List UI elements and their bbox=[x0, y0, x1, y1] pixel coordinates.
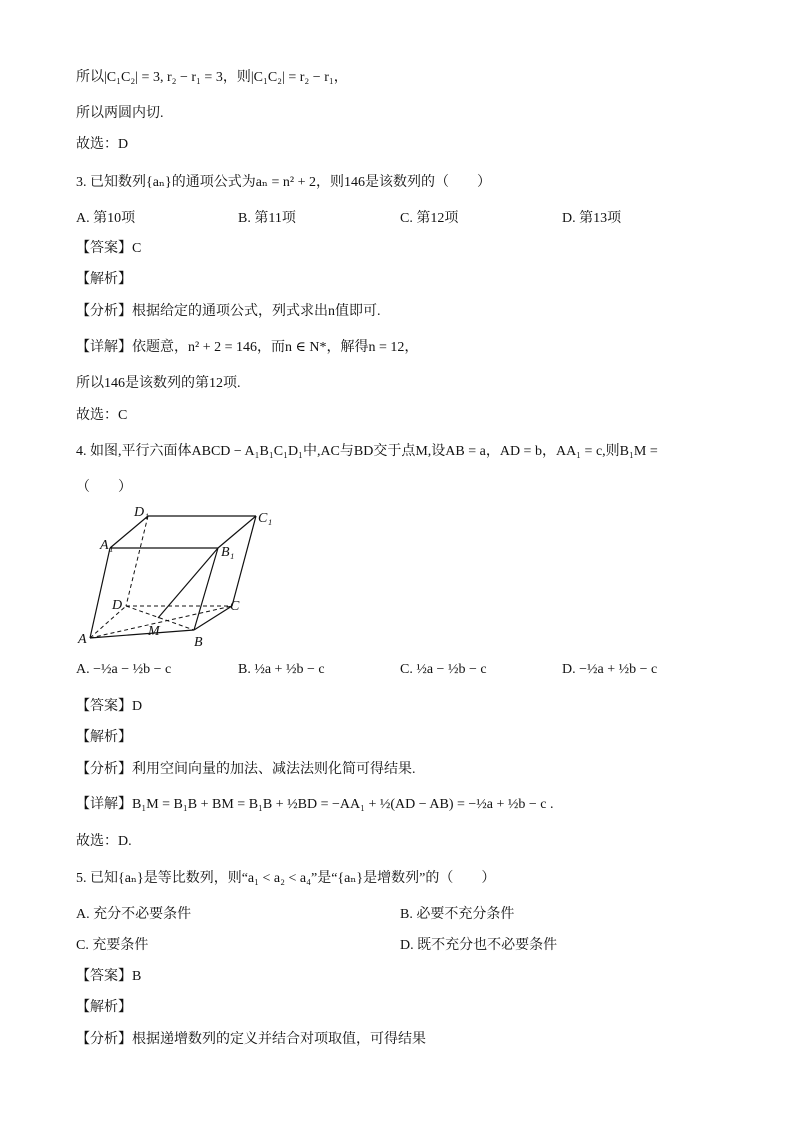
question-3: 3. 已知数列{aₙ}的通项公式为aₙ = n² + 2，则146是该数列的（ ） bbox=[76, 175, 491, 190]
analysis-heading: 【解析】 bbox=[76, 272, 132, 287]
q3-option-a: A. 第10项 bbox=[76, 211, 136, 226]
q5-option-a: A. 充分不必要条件 bbox=[76, 907, 192, 922]
analysis-text: 【分析】利用空间向量的加法、减法法则化简可得结果. bbox=[76, 762, 416, 777]
label-D: D bbox=[112, 598, 123, 613]
q4-option-a: A. −½a − ½b − c bbox=[76, 662, 172, 677]
question-5: 5. 已知{aₙ}是等比数列，则“a₁ < a₂ < a₄”是“{aₙ}是增数列”的（ ） bbox=[76, 871, 496, 886]
text-line: 所以|C₁C₂| = 3, r₂ − r₁ = 3，则|C₁C₂| = r₂ − r₁， bbox=[76, 70, 348, 85]
detail-text: 所以146是该数列的第12项. bbox=[76, 376, 241, 391]
q3-option-d: D. 第13项 bbox=[562, 211, 622, 226]
q4-option-c: C. ½a − ½b − c bbox=[400, 662, 487, 677]
label-D1: D₁ bbox=[134, 505, 149, 520]
answer: 【答案】B bbox=[76, 969, 142, 984]
label-C1: C₁ bbox=[258, 511, 273, 526]
label-C: C bbox=[230, 599, 240, 614]
q5-option-c: C. 充要条件 bbox=[76, 938, 149, 953]
q5-option-d: D. 既不充分也不必要条件 bbox=[400, 938, 558, 953]
label-M: M bbox=[148, 624, 160, 639]
question-4: 4. 如图,平行六面体ABCD − A₁B₁C₁D₁中,AC与BD交于点M,设AB = a，AD = b，AA₁ = c,则B₁M = bbox=[76, 444, 658, 459]
choice-text: 故选：C bbox=[76, 408, 128, 423]
q4-option-d: D. −½a + ½b − c bbox=[562, 662, 658, 677]
analysis-text: 【分析】根据递增数列的定义并结合对项取值，可得结果 bbox=[76, 1032, 426, 1047]
q4-option-b: B. ½a + ½b − c bbox=[238, 662, 325, 677]
label-B: B bbox=[194, 635, 203, 650]
detail-text: 【详解】依题意，n² + 2 = 146，而n ∈ N*，解得n = 12， bbox=[76, 340, 419, 355]
choice-text: 故选：D. bbox=[76, 834, 132, 849]
analysis-text: 【分析】根据给定的通项公式，列式求出n值即可. bbox=[76, 304, 381, 319]
analysis-heading: 【解析】 bbox=[76, 730, 132, 745]
q3-option-c: C. 第12项 bbox=[400, 211, 459, 226]
label-A: A bbox=[78, 632, 87, 647]
label-B1: B₁ bbox=[221, 545, 235, 560]
text-line: 故选：D bbox=[76, 137, 129, 152]
answer: 【答案】D bbox=[76, 699, 143, 714]
q5-option-b: B. 必要不充分条件 bbox=[400, 907, 515, 922]
answer: 【答案】C bbox=[76, 241, 142, 256]
detail-text: 【详解】B₁M = B₁B + BM = B₁B + ½BD = −AA₁ + ½(AD − AB) = −½a + ½b − c . bbox=[76, 797, 554, 812]
q3-option-b: B. 第11项 bbox=[238, 211, 296, 226]
analysis-heading: 【解析】 bbox=[76, 1000, 132, 1015]
question-4-paren: （ ） bbox=[76, 480, 132, 495]
text-line: 所以两圆内切. bbox=[76, 106, 164, 121]
label-A1: A₁ bbox=[100, 538, 114, 553]
